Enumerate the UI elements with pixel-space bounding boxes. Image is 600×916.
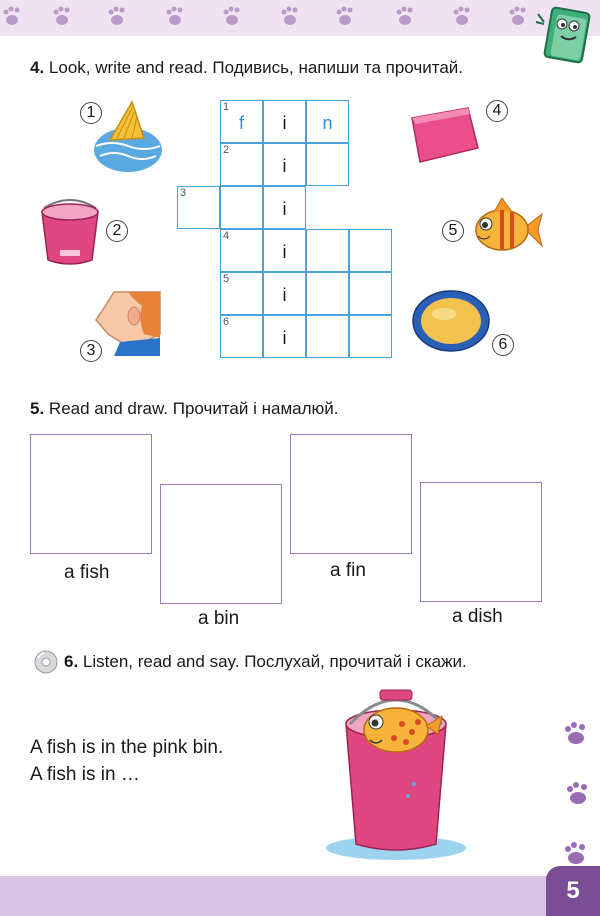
crossword-row-number: 3: [180, 187, 187, 199]
crossword-row-number: 5: [223, 273, 230, 285]
drawing-box-fish[interactable]: [30, 434, 152, 554]
paw-print-row: [0, 0, 540, 36]
bucket-icon: [36, 198, 104, 268]
crossword-letter: f: [238, 113, 244, 133]
audio-cd-icon[interactable]: [34, 650, 58, 674]
crossword-cell: [306, 143, 349, 186]
picture-label-1: 1: [80, 102, 102, 124]
caption-bin: a bin: [198, 608, 240, 629]
exercise-5-number: 5.: [30, 399, 45, 418]
picture-label-3: 3: [80, 340, 102, 362]
caption-fish: a fish: [64, 562, 110, 583]
crossword-letter: i: [282, 328, 287, 348]
bottom-band: [0, 876, 600, 916]
exercise-5-heading: [30, 399, 338, 419]
exercise-4-heading: [30, 58, 463, 78]
crossword-row-number: 2: [223, 144, 230, 156]
exercise-4-title: Look, write and read. Подивись, напиши та прочитай.: [48, 58, 463, 77]
sentence-line-2: A fish is in …: [30, 764, 140, 785]
crossword-cell: [220, 186, 263, 229]
drawing-box-fin[interactable]: [290, 434, 412, 554]
picture-label-6: 6: [492, 334, 514, 356]
drawing-box-dish[interactable]: [420, 482, 542, 602]
pink-eraser-icon: [406, 104, 482, 168]
crossword-cell: [349, 315, 392, 358]
exercise-6-title: Listen, read and say. Послухай, прочитай і скажи.: [82, 652, 467, 671]
book-mascot-icon: [534, 2, 596, 66]
side-paw-print-icons: [556, 710, 596, 870]
sentence-line-1: A fish is in the pink bin.: [30, 737, 224, 758]
paw-print-icons: [0, 0, 540, 36]
picture-label-4: 4: [486, 100, 508, 122]
page-number: 5: [546, 866, 600, 916]
crossword-row-number: 6: [223, 316, 230, 328]
crossword-row-number: 1: [223, 101, 230, 113]
crossword-cell: [349, 229, 392, 272]
picture-label-2: 2: [106, 220, 128, 242]
exercise-6-heading: [64, 652, 467, 672]
ear-icon: [94, 290, 166, 356]
dish-icon: [410, 288, 492, 354]
crossword-letter: i: [282, 199, 287, 219]
crossword-cell: [306, 315, 349, 358]
drawing-box-bin[interactable]: [160, 484, 282, 604]
crossword-letter: i: [282, 285, 287, 305]
picture-label-5: 5: [442, 220, 464, 242]
caption-fin: a fin: [330, 560, 366, 581]
crossword-cell: [349, 272, 392, 315]
fin-icon: [92, 100, 164, 176]
crossword-row-number: 4: [223, 230, 230, 242]
fish-in-bucket-illustration: [318, 684, 474, 864]
exercise-4-number: 4.: [30, 58, 45, 77]
exercise-5-title: Read and draw. Прочитай і намалюй.: [48, 399, 339, 418]
crossword-letter: i: [282, 156, 287, 176]
crossword-cell: [306, 229, 349, 272]
fish-icon: [468, 196, 544, 260]
crossword-letter: i: [282, 242, 287, 262]
crossword-grid: [176, 100, 396, 360]
caption-dish: a dish: [452, 606, 503, 627]
crossword-letter: n: [322, 113, 333, 133]
crossword-cell: [306, 272, 349, 315]
exercise-6-number: 6.: [64, 652, 79, 671]
crossword-letter: i: [282, 113, 287, 133]
